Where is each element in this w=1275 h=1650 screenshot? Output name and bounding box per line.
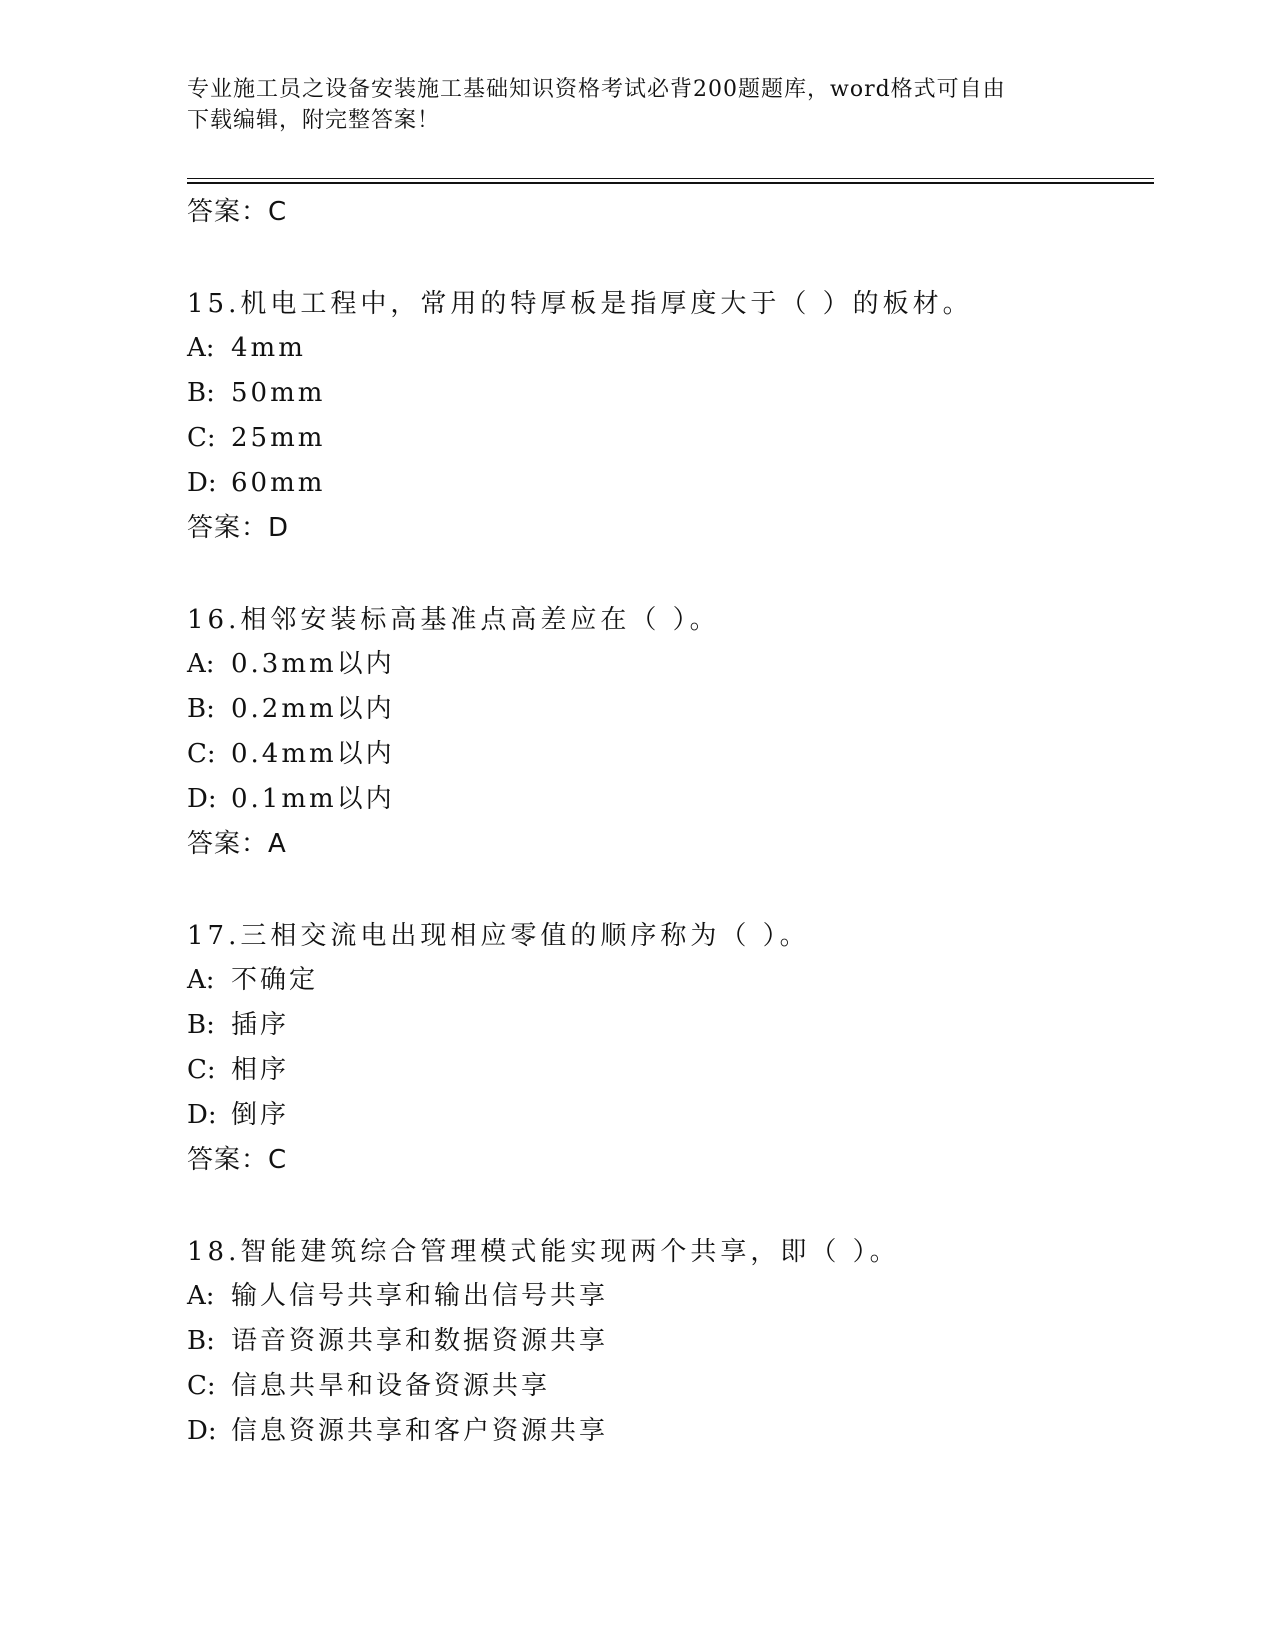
option-c [187,732,1147,777]
option-b [187,687,1147,732]
option-d [187,777,1147,822]
option-d [187,1093,1147,1138]
option-letter: B: [187,694,215,724]
option-letter: C: [187,1371,216,1401]
option-text: 0.4mm以内 [231,739,395,769]
option-letter: D: [187,784,217,814]
option-b [187,1003,1147,1048]
option-a [187,1274,1147,1319]
option-letter: B: [187,378,215,408]
option-letter: A: [187,965,215,995]
option-text: 60mm [231,468,326,498]
question-block-16 [187,598,1147,866]
option-text: 信息资源共享和客户资源共享 [231,1416,609,1446]
option-letter: D: [187,1100,217,1130]
header-divider-thick [187,182,1154,184]
option-text: 插序 [231,1010,290,1040]
option-letter: A: [187,333,215,363]
answer-line: 答案：C [187,1145,288,1175]
option-letter: C: [187,739,216,769]
option-text: 相序 [231,1055,290,1085]
option-text: 倒序 [231,1100,290,1130]
question-stem: 15.机电工程中，常用的特厚板是指厚度大于（ ）的板材。 [187,289,973,319]
option-a [187,326,1147,371]
option-c [187,416,1147,461]
option-c [187,1048,1147,1093]
option-c [187,1364,1147,1409]
question-list [187,190,1147,1454]
option-b [187,371,1147,416]
question-block-15 [187,282,1147,550]
document-header [187,74,1087,136]
previous-answer: 答案：C [187,197,288,227]
option-text: 不确定 [231,965,319,995]
option-letter: A: [187,649,215,679]
question-stem: 17.三相交流电出现相应零值的顺序称为（ ）。 [187,921,810,951]
answer-line: 答案：A [187,829,287,859]
option-letter: C: [187,423,216,453]
option-text: 输人信号共享和输出信号共享 [231,1281,609,1311]
question-stem: 16.相邻安装标高基准点高差应在（ ）。 [187,605,720,635]
option-d [187,461,1147,506]
option-letter: B: [187,1010,215,1040]
option-d [187,1409,1147,1454]
option-letter: D: [187,1416,217,1446]
option-text: 0.1mm以内 [231,784,395,814]
question-stem: 18.智能建筑综合管理模式能实现两个共享，即（ ）。 [187,1237,900,1267]
option-letter: B: [187,1326,215,1356]
option-letter: A: [187,1281,215,1311]
answer-line: 答案：D [187,513,290,543]
header-line-1: 专业施工员之设备安装施工基础知识资格考试必背200题题库，word格式可自由 [187,77,1006,102]
option-text: 0.3mm以内 [231,649,395,679]
header-divider-thin [187,178,1154,179]
option-a [187,958,1147,1003]
option-text: 25mm [231,423,326,453]
option-a [187,642,1147,687]
question-block-18 [187,1230,1147,1454]
option-text: 4mm [231,333,306,363]
option-text: 信息共旱和设备资源共享 [231,1371,551,1401]
header-line-2: 下载编辑，附完整答案！ [187,108,441,133]
option-text: 0.2mm以内 [231,694,395,724]
option-letter: C: [187,1055,216,1085]
option-text: 50mm [231,378,326,408]
question-block-17 [187,914,1147,1182]
option-b [187,1319,1147,1364]
option-text: 语音资源共享和数据资源共享 [231,1326,609,1356]
option-letter: D: [187,468,217,498]
